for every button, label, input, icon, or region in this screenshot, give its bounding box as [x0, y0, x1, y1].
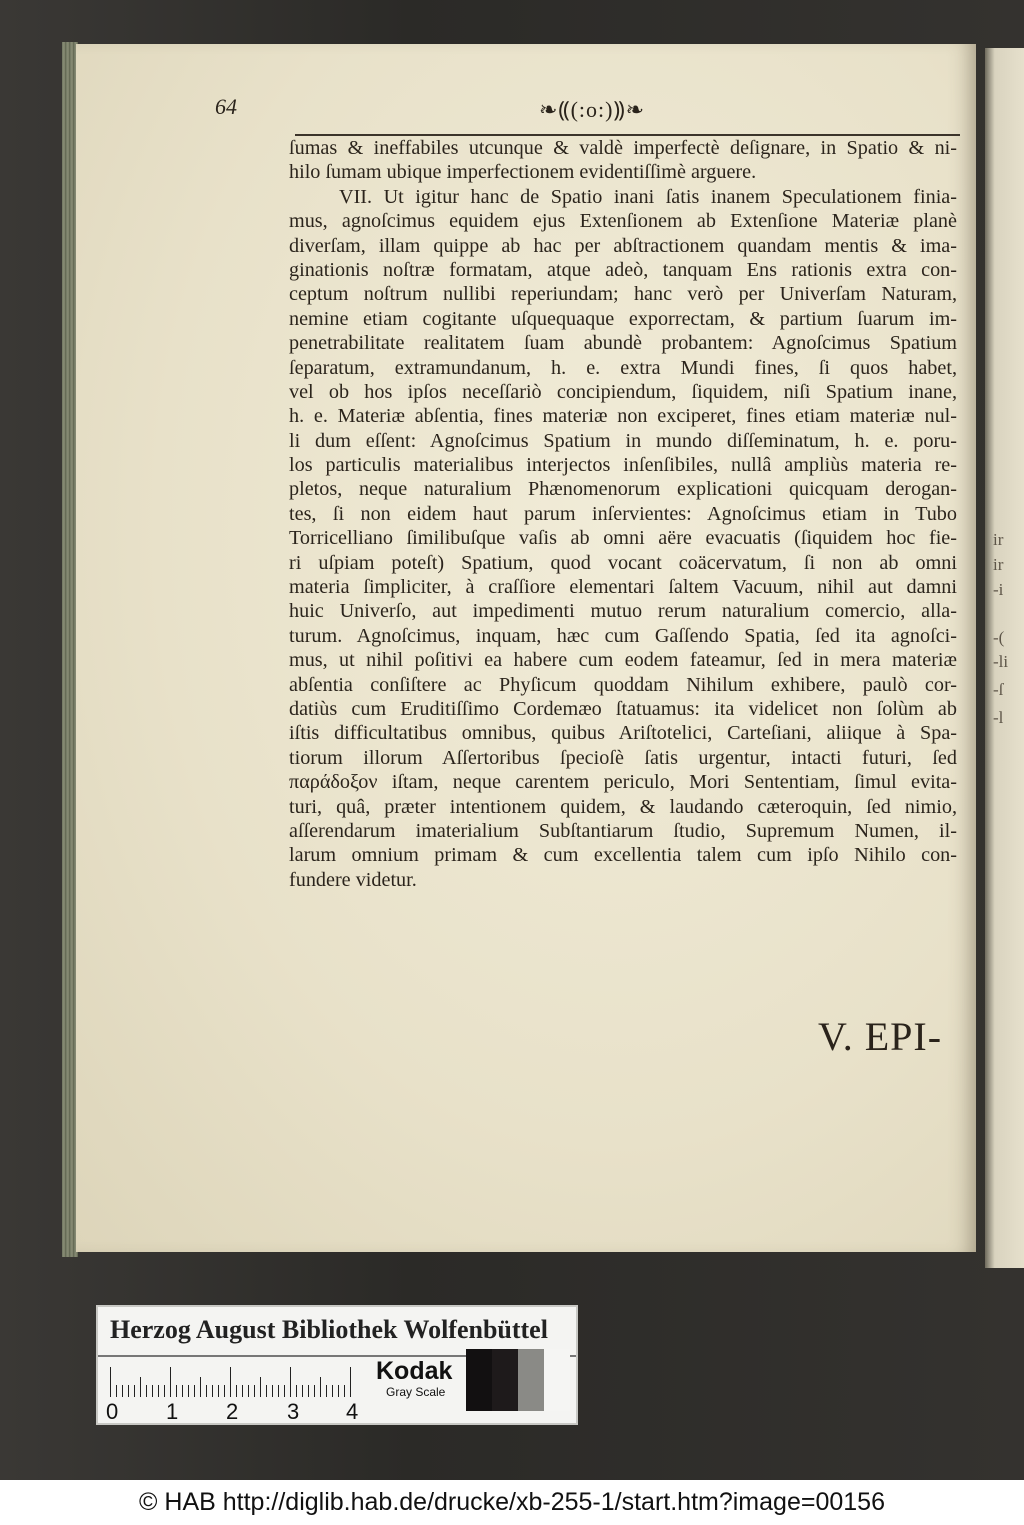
text-line: h. e. Materiæ abſentia, fines materiæ non exciperet, fines etiam materiæ nul-: [289, 405, 957, 428]
gray-swatch: [544, 1349, 570, 1411]
text-line: penetrabilitate realitatem ſuam abundè probantem: Agnoſcimus Spatium: [289, 332, 957, 355]
ruler-tick: [242, 1385, 243, 1397]
text-line: hilo ſumam ubique imperfectionem evidentiſſimè arguere.: [289, 161, 757, 184]
ruler-tick: [266, 1385, 267, 1397]
ruler-tick: [164, 1385, 165, 1397]
ruler-tick: [182, 1385, 183, 1397]
ruler-tick: [314, 1385, 315, 1397]
text-line: pletos, neque naturalium Phænomenorum explicationi quicquam derogan-: [289, 478, 957, 501]
adjacent-page-glyph: ir: [993, 555, 1004, 574]
text-line: nemine etiam cogitante uſquequaque exporrectam, & partium ſuarum im-: [289, 307, 957, 330]
ruler-number: 3: [287, 1399, 300, 1424]
ruler-tick: [332, 1385, 333, 1397]
page-number: 64: [215, 94, 237, 119]
ruler-tick: [140, 1377, 141, 1397]
text-line: fundere videtur.: [289, 868, 417, 891]
text-line: aſſerendarum imaterialium Subſtantiarum ſtudio, Supremum Numen, il-: [289, 819, 957, 842]
text-line: ſeparatum, extramundanum, h. e. extra Mundi fines, ſi quos habet,: [289, 356, 957, 379]
text-line: materia ſimpliciter, à craſſiore elementari ſaltem Vacuum, nihil aut damni: [289, 576, 957, 599]
ruler-tick: [200, 1377, 201, 1397]
gray-swatch: [518, 1349, 544, 1411]
text-line: mus, ut nihil poſitivi ea habere cum eodem fateamur, ſed in mera materiæ: [289, 649, 957, 672]
ruler-tick: [218, 1385, 219, 1397]
ruler-tick: [224, 1385, 225, 1397]
ruler-tick: [110, 1367, 111, 1397]
text-line: ceptum noſtrum nullibi reperiundam; hanc verò per Univerſam Naturam,: [289, 283, 957, 306]
text-line: abſentia conſiſtere ac Phyſicum quoddam Nihilum exhibere, paulò cor-: [289, 673, 957, 696]
ruler-tick: [290, 1367, 291, 1397]
ruler-tick: [152, 1385, 153, 1397]
running-head: [215, 94, 915, 124]
text-line: turi, quâ, præter intentionem quidem, & laudando cæteroquin, ſed nimio,: [289, 795, 957, 818]
kodak-logo: Kodak: [376, 1357, 453, 1385]
ruler-tick: [248, 1385, 249, 1397]
adjacent-page-glyph: -ſ: [993, 680, 1004, 699]
ruler-tick: [188, 1385, 189, 1397]
ruler-tick: [278, 1385, 279, 1397]
ruler-tick: [236, 1385, 237, 1397]
ruler-tick: [338, 1385, 339, 1397]
text-line: ginationis noſtræ formatam, atque adeò, tanquam Ens rationis extra con-: [289, 258, 957, 281]
footer-bar: [0, 1480, 1024, 1525]
ruler-tick: [212, 1385, 213, 1397]
ruler-tick: [302, 1385, 303, 1397]
ruler-number: 1: [166, 1399, 179, 1424]
ruler-tick: [176, 1385, 177, 1397]
copyright-url: © HAB http://diglib.hab.de/drucke/xb-255-1/start.htm?image=00156: [139, 1488, 885, 1516]
ruler-number: 2: [226, 1399, 239, 1424]
color-scale-card: [96, 1305, 578, 1425]
ruler-tick: [170, 1367, 171, 1397]
ruler-tick: [344, 1385, 345, 1397]
text-line: los particulis materialibus interjectos inſenſibiles, nullâ ampliùs materia re-: [289, 454, 957, 477]
adjacent-page-strip: [985, 48, 1024, 1268]
adjacent-page-glyph: -li: [993, 652, 1009, 671]
ruler-tick: [260, 1377, 261, 1397]
text-line: Torricelliano ſimilibuſque vaſis ab omni aëre evacuatis (ſiquidem hoc fie-: [289, 527, 957, 550]
ruler-tick: [284, 1385, 285, 1397]
body-text: [289, 136, 957, 892]
ruler-tick: [320, 1377, 321, 1397]
ruler-tick: [254, 1385, 255, 1397]
ruler-tick: [296, 1385, 297, 1397]
adjacent-page-glyph: -l: [993, 708, 1004, 727]
library-title: Herzog August Bibliothek Wolfenbüttel: [110, 1315, 548, 1344]
ruler-number: 0: [106, 1399, 119, 1424]
ruler-tick: [272, 1385, 273, 1397]
head-ornament: ❧⸨(:o:)⸩❧: [539, 97, 646, 122]
ruler-tick: [206, 1385, 207, 1397]
ruler-tick: [350, 1367, 351, 1397]
text-line: huic Univerſo, aut impedimenti mutuo rerum naturalium comercio, alla-: [289, 600, 957, 623]
ruler-number: 4: [346, 1399, 359, 1424]
adjacent-page-glyph: -i: [993, 580, 1004, 599]
adjacent-page-glyph: -(: [993, 628, 1005, 647]
ruler-tick: [116, 1385, 117, 1397]
ruler-tick: [230, 1367, 231, 1397]
text-line: diverſam, illam quippe ab hac per abſtractionem quandam mentis & ima-: [289, 234, 957, 257]
text-line: larum omnium primam & cum excellentia talem cum ipſo Nihilo con-: [289, 844, 957, 867]
text-line: VII. Ut igitur hanc de Spatio inani ſatis inanem Speculationem finia-: [339, 185, 957, 208]
text-line: vel ob hos ipſos neceſſariò concipiendum, ſiquidem, niſi Spatium inane,: [289, 380, 957, 403]
measurement-ruler: [110, 1361, 360, 1397]
gray-scale-label: Gray Scale: [386, 1385, 446, 1399]
catchword: V. EPI-: [818, 1014, 943, 1059]
adjacent-page-glyph: ir: [993, 530, 1004, 549]
text-line: παράδοξον iſtam, neque carentem periculo, Mori Sententiam, ſimul evita-: [289, 771, 957, 794]
text-line: ri uſpiam poteſt) Spatium, quod vocant coäcervatum, ſi non ab omni: [289, 551, 957, 574]
ruler-tick: [194, 1385, 195, 1397]
gray-swatch: [492, 1349, 518, 1411]
ruler-tick: [134, 1385, 135, 1397]
ruler-tick: [326, 1385, 327, 1397]
text-line: iſtis difficultatibus omnibus, quibus Ariſtotelici, Carteſiani, aliique à Spa-: [289, 722, 957, 745]
ruler-tick: [308, 1385, 309, 1397]
text-line: mus, agnoſcimus equidem ejus Extenſionem ab Extenſione Materiæ planè: [289, 210, 957, 233]
gray-swatch: [466, 1349, 492, 1411]
text-line: ſumas & ineffabiles utcunque & valdè imperfectè deſignare, in Spatio & ni-: [289, 137, 957, 159]
text-line: datiùs cum Eruditiſſimo Cordemæo ſtatuamus: ita videlicet non ſolùm ab: [289, 697, 957, 720]
ruler-tick: [122, 1385, 123, 1397]
text-line: tes, ſi non eidem haut parum inſervientes: Agnoſcimus etiam in Tubo: [289, 502, 957, 525]
ruler-tick: [146, 1385, 147, 1397]
text-line: tiorum illorum Aſſertoribus ſpecioſè ſatis urgentur, intacti futuri, ſed: [289, 746, 957, 769]
text-line: turum. Agnoſcimus, inquam, hæc cum Gaſſendo Spatia, ſed ita agnoſci-: [289, 624, 957, 647]
ruler-tick: [128, 1385, 129, 1397]
text-line: li dum eſſent: Agnoſcimus Spatium in mundo diſſeminatum, h. e. poru-: [289, 429, 957, 452]
ruler-tick: [158, 1385, 159, 1397]
